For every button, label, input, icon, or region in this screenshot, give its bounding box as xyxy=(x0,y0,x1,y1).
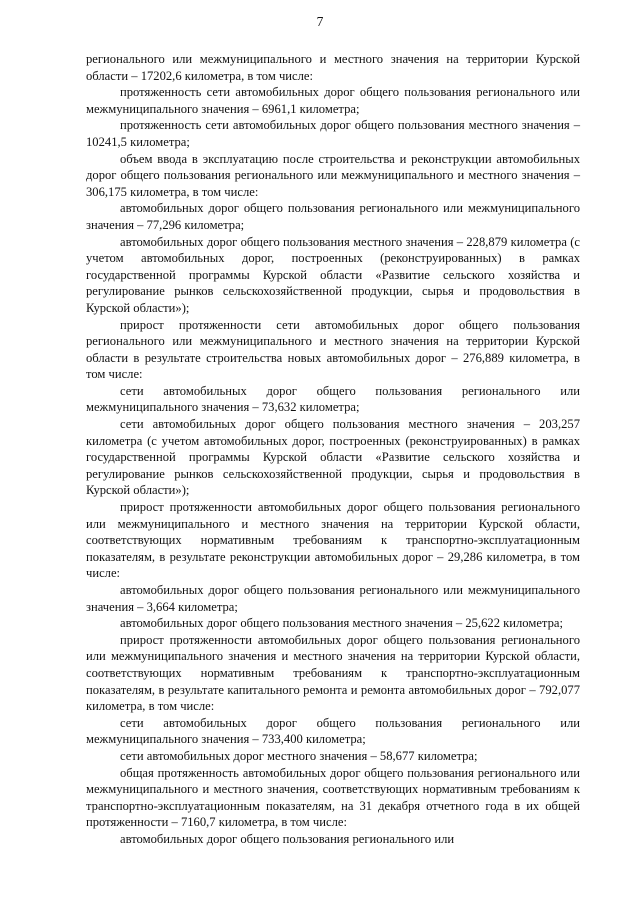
page-number: 7 xyxy=(316,14,324,29)
document-body xyxy=(86,51,580,848)
paragraph: сети автомобильных дорог общего пользования регионального или межмуниципального значения – 733,400 километра; xyxy=(86,715,580,747)
paragraph: регионального или межмуниципального и местного значения на территории Курской области – 17202,6 километра, в том числе: xyxy=(86,52,580,83)
paragraph: автомобильных дорог общего пользования регионального или межмуниципального значения – 77,296 километра; xyxy=(86,201,580,232)
paragraph: объем ввода в эксплуатацию после строительства и реконструкции автомобильных дорог общего пользования регионального или межмуниципального и местного значения – 306,175 километра, в том числе: xyxy=(86,151,580,199)
paragraph: автомобильных дорог общего пользования местного значения – 25,622 километра; xyxy=(120,616,563,631)
paragraph: протяженность сети автомобильных дорог общего пользования регионального или межмуниципального значения – 6961,1 километра; xyxy=(86,85,580,116)
paragraph: автомобильных дорог общего пользования местного значения – 228,879 километра (с учетом автомобильных дорог, построенных (реконструированных) в рамках государственной программы Курской области «Развитие сельского хозяйства и регулирование рынков сельскохозяйственной продукции, сырья и продовольствия в Курской области»); xyxy=(86,234,580,315)
paragraph: сети автомобильных дорог общего пользования местного значения – 203,257 километра (с учетом автомобильных дорог, построенных (реконструированных) в рамках государственной программы Курской области «Развитие сельского хозяйства и регулирование рынков сельскохозяйственной продукции, сырья и продовольствия в Курской области»); xyxy=(86,417,580,498)
paragraph: общая протяженность автомобильных дорог общего пользования регионального или межмуниципального и местного значения, соответствующих нормативным требованиям к транспортно-эксплуатационным показателям, на 31 декабря отчетного года в их общей протяженности – 7160,7 километра, в том числе: xyxy=(86,765,580,830)
paragraph: прирост протяженности сети автомобильных дорог общего пользования регионального или межмуниципального и местного значения на территории Курской области в результате строительства новых автомобильных дорог – 276,889 километра, в том числе: xyxy=(86,317,580,382)
paragraph: автомобильных дорог общего пользования регионального или xyxy=(120,831,455,846)
paragraph: сети автомобильных дорог общего пользования регионального или межмуниципального значения – 73,632 километра; xyxy=(86,383,580,415)
paragraph: сети автомобильных дорог местного значения – 58,677 километра; xyxy=(120,748,478,763)
paragraph: прирост протяженности автомобильных дорог общего пользования регионального или межмуниципального значения и местного значения на территории Курской области, соответствующих нормативным требованиям к транспортно-эксплуатационным показателям, в результате капитального ремонта и ремонта автомобильных дорог – 792,077 километра, в том числе: xyxy=(86,632,580,714)
paragraph: прирост протяженности автомобильных дорог общего пользования регионального или межмуниципального и местного значения на территории Курской области, соответствующих нормативным требованиям к транспортно-эксплуатационным показателям, в результате реконструкции автомобильных дорог – 29,286 километра, в том числе: xyxy=(86,500,580,581)
paragraph: протяженность сети автомобильных дорог общего пользования местного значения – 10241,5 километра; xyxy=(86,118,580,149)
paragraph: автомобильных дорог общего пользования регионального или межмуниципального значения – 3,664 километра; xyxy=(86,583,580,614)
